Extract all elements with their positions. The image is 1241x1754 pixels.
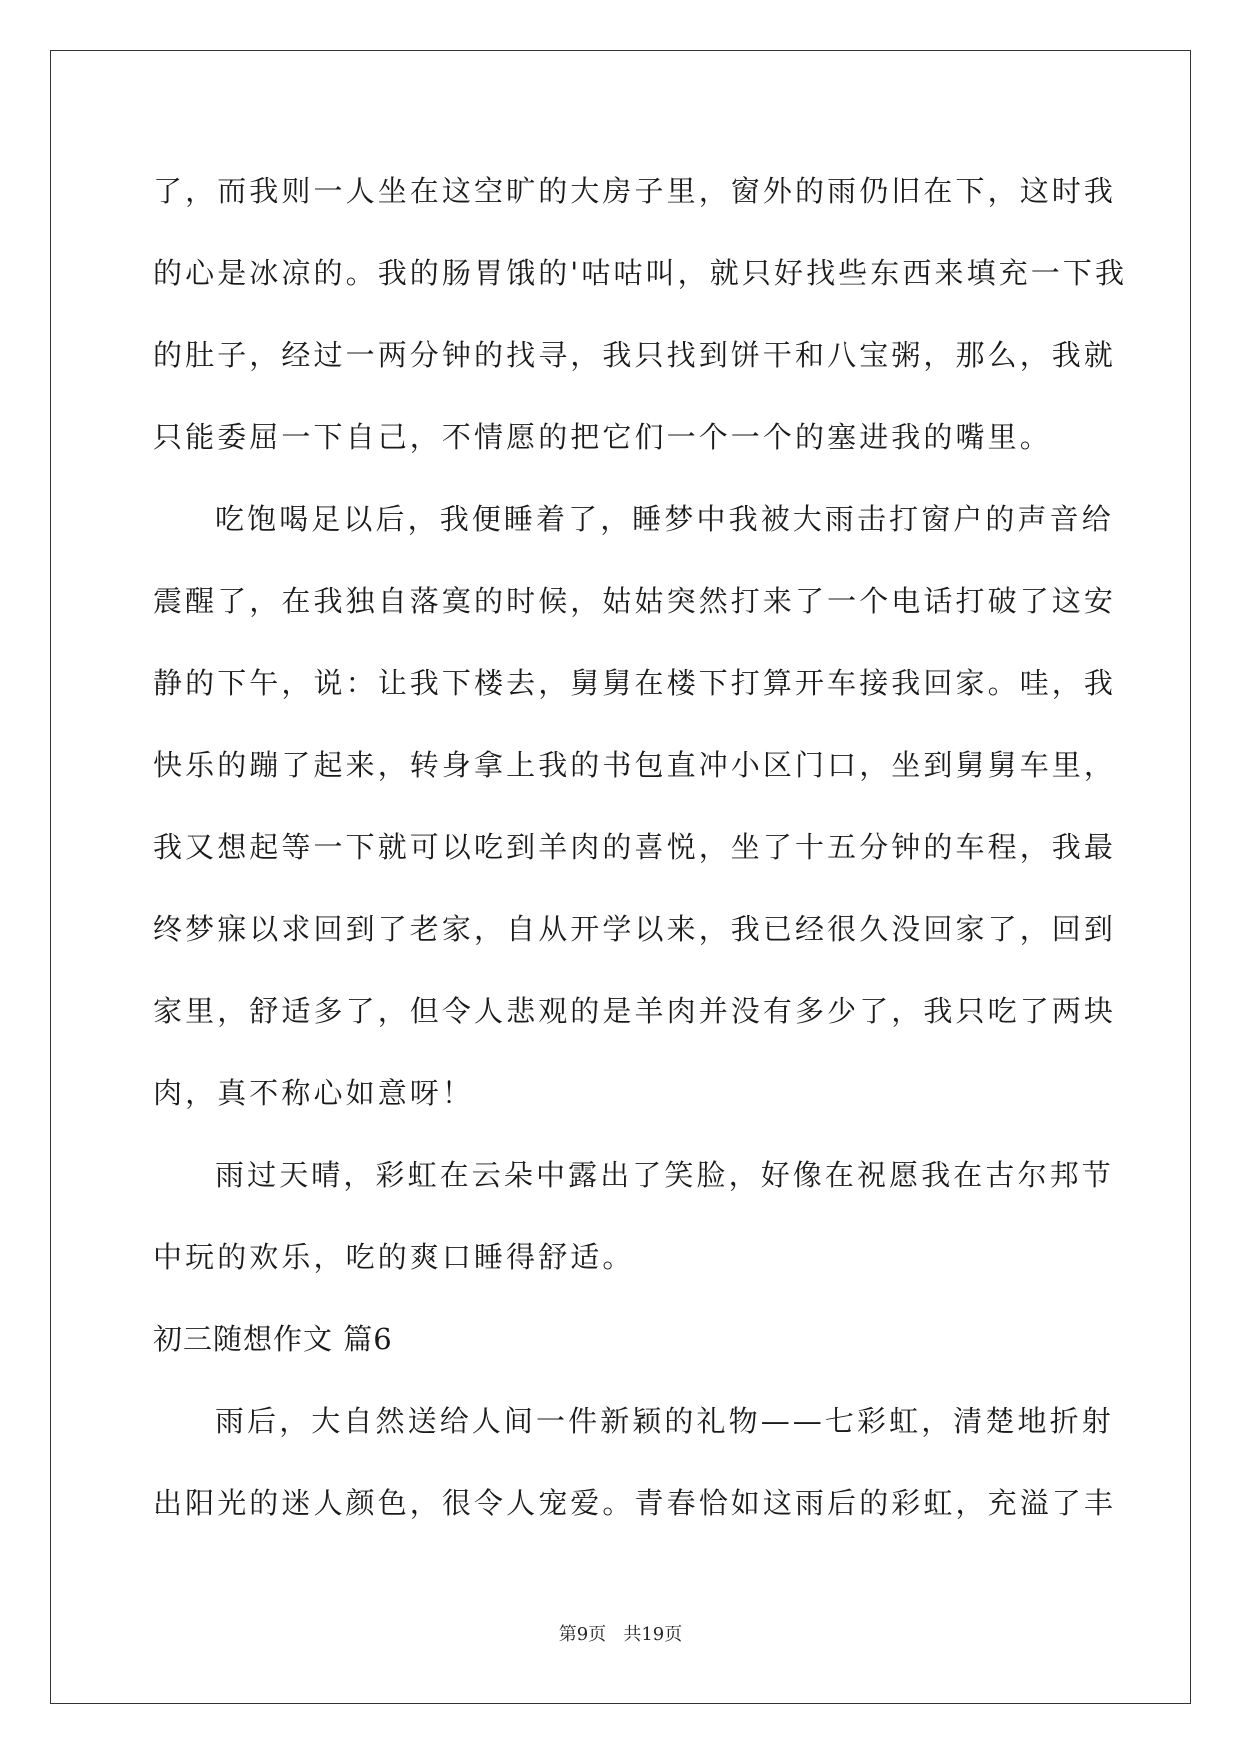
text-line: 静的下午，说：让我下楼去，舅舅在楼下打算开车接我回家。哇，我: [153, 666, 1117, 700]
text-line: 肉，真不称心如意呀！: [153, 1076, 475, 1110]
paragraph-start-line: 吃饱喝足以后，我便睡着了，睡梦中我被大雨击打窗户的声音给: [215, 502, 1114, 536]
text-line: 了，而我则一人坐在这空旷的大房子里，窗外的雨仍旧在下，这时我: [153, 174, 1117, 208]
text-line: 家里，舒适多了，但令人悲观的是羊肉并没有多少了，我只吃了两块: [153, 994, 1117, 1028]
page-number-footer: 第9页 共19页: [558, 1624, 683, 1645]
section-heading: 初三随想作文 篇6: [153, 1322, 393, 1356]
text-line: 的心是冰凉的。我的肠胃饿的'咕咕叫，就只好找些东西来填充一下我: [153, 256, 1128, 290]
text-line: 我又想起等一下就可以吃到羊肉的喜悦，坐了十五分钟的车程，我最: [153, 830, 1117, 864]
text-line: 震醒了，在我独自落寞的时候，姑姑突然打来了一个电话打破了这安: [153, 584, 1117, 618]
text-line: 终梦寐以求回到了老家，自从开学以来，我已经很久没回家了，回到: [153, 912, 1117, 946]
text-line: 出阳光的迷人颜色，很令人宠爱。青春恰如这雨后的彩虹，充溢了丰: [153, 1486, 1117, 1520]
text-line: 只能委屈一下自己，不情愿的把它们一个一个的塞进我的嘴里。: [153, 420, 1052, 454]
document-body: [153, 150, 1128, 1544]
text-line: 快乐的蹦了起来，转身拿上我的书包直冲小区门口，坐到舅舅车里，: [153, 748, 1117, 782]
paragraph-start-line: 雨过天晴，彩虹在云朵中露出了笑脸，好像在祝愿我在古尔邦节: [215, 1158, 1114, 1192]
text-line: 的肚子，经过一两分钟的找寻，我只找到饼干和八宝粥，那么，我就: [153, 338, 1117, 372]
text-line: 中玩的欢乐，吃的爽口睡得舒适。: [153, 1240, 635, 1274]
paragraph-start-line: 雨后，大自然送给人间一件新颖的礼物——七彩虹，清楚地折射: [215, 1404, 1114, 1438]
